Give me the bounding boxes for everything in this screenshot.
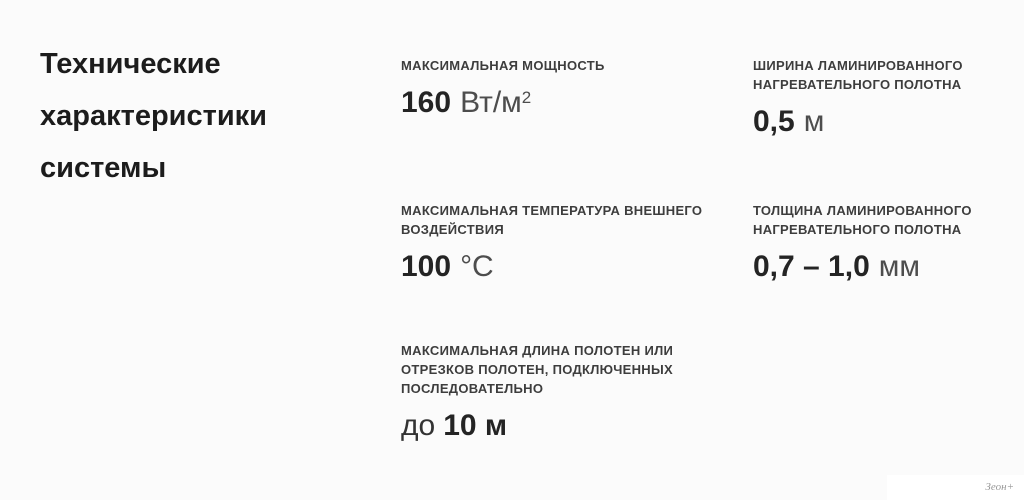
spec-value-number: 100	[401, 250, 452, 283]
spec-value	[753, 105, 1013, 139]
spec-value-prefix: до	[401, 409, 436, 442]
spec-value-number: 160	[401, 86, 452, 119]
spec-item-fabric-width	[753, 56, 1013, 139]
spec-value-number: 0,7 – 1,0	[753, 250, 870, 283]
watermark	[887, 475, 1024, 500]
spec-label: ТОЛЩИНА ЛАМИНИРОВАННОГО НАГРЕВАТЕЛЬНОГО ПОЛОТНА	[753, 203, 972, 237]
page-title-line: системы	[40, 152, 167, 184]
spec-value-superscript: 2	[521, 88, 532, 107]
spec-value-number: 0,5	[753, 105, 795, 138]
spec-item-max-temperature	[401, 201, 721, 284]
page-title	[40, 38, 380, 194]
spec-item-max-length	[401, 341, 721, 443]
spec-value-unit: °C	[460, 250, 494, 283]
spec-label: МАКСИМАЛЬНАЯ МОЩНОСТЬ	[401, 58, 605, 73]
spec-value	[401, 409, 721, 443]
spec-value	[401, 86, 721, 120]
spec-label: МАКСИМАЛЬНАЯ ДЛИНА ПОЛОТЕН ИЛИ ОТРЕЗКОВ ПОЛОТЕН, ПОДКЛЮЧЕННЫХ ПОСЛЕДОВАТЕЛЬНО	[401, 343, 674, 396]
spec-value-unit: мм	[878, 250, 921, 283]
page-title-line: характеристики	[40, 100, 267, 132]
spec-value	[401, 250, 721, 284]
spec-label: МАКСИМАЛЬНАЯ ТЕМПЕРАТУРА ВНЕШНЕГО ВОЗДЕЙСТВИЯ	[401, 203, 703, 237]
watermark-label: Зеон+	[985, 481, 1014, 493]
spec-item-max-power	[401, 56, 721, 120]
spec-value-unit: м	[803, 105, 825, 138]
spec-value-unit: $Вт/м^2$	[460, 86, 532, 119]
spec-label: ШИРИНА ЛАМИНИРОВАННОГО НАГРЕВАТЕЛЬНОГО ПОЛОТНА	[753, 58, 963, 92]
spec-value-number: 10 м	[443, 409, 508, 442]
spec-item-fabric-thickness	[753, 201, 1013, 284]
page-title-line: Технические	[40, 48, 221, 80]
spec-value	[753, 250, 1013, 284]
